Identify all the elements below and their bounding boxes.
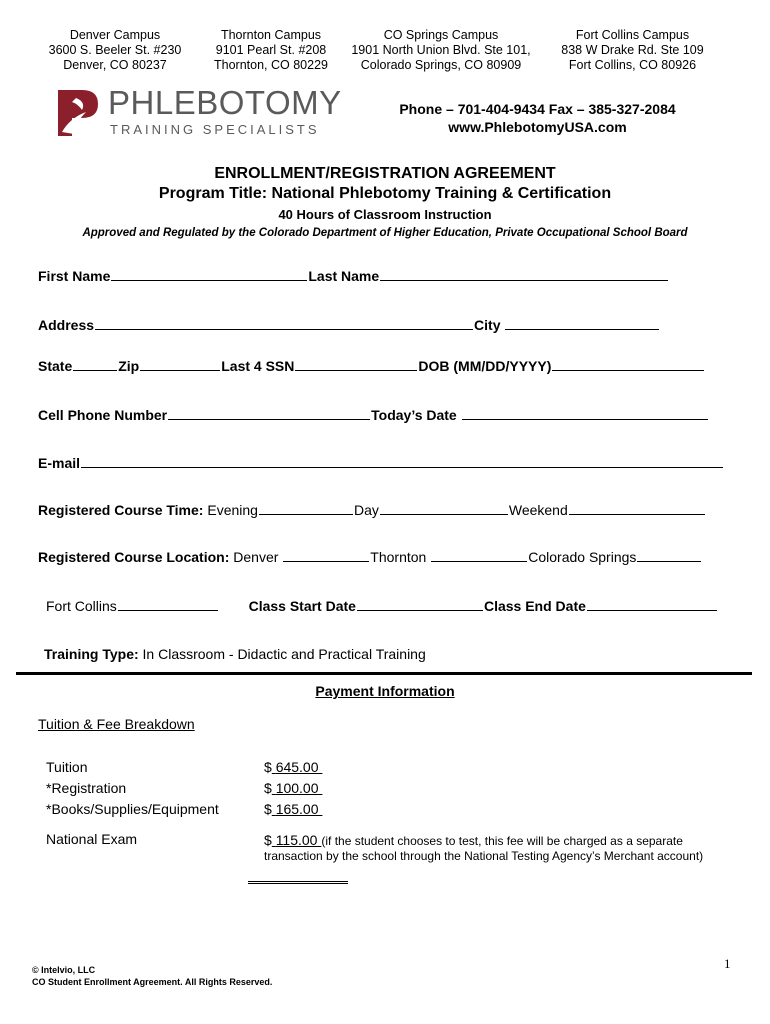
campus-street: 9101 Pearl St. #208: [215, 43, 327, 57]
state-label: State: [38, 358, 73, 374]
dates-row: [46, 598, 718, 614]
books-amount: [264, 801, 322, 817]
class-end-label: Class End Date: [483, 598, 586, 614]
contact-phone-fax: Phone – 701-404-9434 Fax – 385-327-2084: [399, 101, 676, 117]
payment-title: Payment Information: [315, 683, 455, 699]
address-field[interactable]: [95, 317, 473, 330]
exam-amount: 115.00: [275, 832, 318, 848]
contact-website[interactable]: www.PhlebotomyUSA.com: [448, 119, 627, 135]
ssn-field[interactable]: [295, 358, 417, 371]
campus-city: Denver, CO 80237: [63, 58, 167, 72]
program-title: Program Title: National Phlebotomy Training & Certification: [158, 185, 612, 202]
address-row: [38, 317, 660, 333]
tuition-label: Tuition: [46, 759, 88, 775]
national-exam-label: National Exam: [46, 831, 138, 847]
class-start-label: Class Start Date: [248, 598, 356, 614]
city-label: City: [474, 317, 501, 333]
weekend-field[interactable]: [569, 502, 705, 515]
dob-field[interactable]: [552, 358, 704, 371]
dob-label: DOB (MM/DD/YYYY): [418, 358, 552, 374]
campus-thornton: [205, 28, 337, 73]
exam-currency: $: [264, 832, 272, 848]
training-type-row: [44, 646, 426, 662]
zip-field[interactable]: [140, 358, 220, 371]
city-field[interactable]: [505, 317, 659, 330]
first-name-label: First Name: [38, 268, 111, 284]
last-name-label: Last Name: [308, 268, 380, 284]
denver-field[interactable]: [283, 549, 369, 562]
currency-symbol: $: [264, 759, 272, 775]
course-time-label: Registered Course Time:: [38, 502, 204, 518]
section-divider: [16, 672, 752, 675]
last-name-field[interactable]: [380, 268, 668, 281]
email-label: E-mail: [38, 455, 81, 471]
footer-rights: CO Student Enrollment Agreement. All Rights Reserved.: [32, 977, 273, 987]
phone-row: [38, 407, 709, 423]
day-field[interactable]: [380, 502, 508, 515]
logo-mark-icon: [52, 88, 104, 138]
campus-name: Thornton Campus: [220, 28, 322, 42]
books-value: 165.00: [275, 801, 319, 817]
email-field[interactable]: [81, 455, 723, 468]
thornton-field[interactable]: [431, 549, 527, 562]
first-name-field[interactable]: [111, 268, 307, 281]
fort-collins-field[interactable]: [118, 598, 218, 611]
training-type-value: In Classroom - Didactic and Practical Training: [142, 646, 426, 662]
campus-street: 838 W Drake Rd. Ste 109: [561, 43, 704, 57]
co-springs-label: Colorado Springs: [528, 549, 637, 565]
campus-street: 3600 S. Beeler St. #230: [48, 43, 182, 57]
campus-name: Denver Campus: [69, 28, 161, 42]
campus-name: Fort Collins Campus: [575, 28, 690, 42]
campus-city: Thornton, CO 80229: [214, 58, 328, 72]
books-label: *Books/Supplies/Equipment: [46, 801, 219, 817]
exam-amount-note: [264, 833, 724, 864]
total-double-rule: [248, 881, 348, 884]
registration-value: 100.00: [275, 780, 319, 796]
campus-street: 1901 North Union Blvd. Ste 101,: [351, 43, 531, 57]
campus-denver: [44, 28, 186, 73]
class-end-field[interactable]: [587, 598, 717, 611]
course-time-row: [38, 502, 706, 518]
zip-label: Zip: [118, 358, 140, 374]
fee-breakdown-heading: Tuition & Fee Breakdown: [38, 716, 195, 732]
weekend-label: Weekend: [508, 502, 568, 518]
campus-fort-collins: [555, 28, 710, 73]
todays-date-field[interactable]: [462, 407, 708, 420]
footer-copyright: © Intelvio, LLC: [32, 965, 96, 975]
campus-city: Colorado Springs, CO 80909: [360, 58, 522, 72]
training-type-label: Training Type:: [44, 646, 139, 662]
class-start-field[interactable]: [357, 598, 483, 611]
tuition-amount: [264, 759, 322, 775]
campus-name: CO Springs Campus: [383, 28, 499, 42]
registration-label: *Registration: [46, 780, 127, 796]
thornton-label: Thornton: [370, 549, 427, 565]
registration-amount: [264, 780, 322, 796]
logo-text: PHLEBOTOMY: [108, 84, 342, 121]
denver-label: Denver: [233, 549, 279, 565]
campus-co-springs: [345, 28, 537, 73]
currency-symbol: $: [264, 780, 272, 796]
cell-phone-label: Cell Phone Number: [38, 407, 168, 423]
todays-date-label: Today’s Date: [371, 407, 457, 423]
cell-phone-field[interactable]: [168, 407, 370, 420]
exam-note: (if the student chooses to test, this fee will be charged as a separate transaction by the school through the National Testing Agency’s Merchant account): [264, 834, 704, 863]
logo-subtitle: TRAINING SPECIALISTS: [110, 122, 320, 137]
email-row: [38, 455, 724, 471]
tuition-value: 645.00: [275, 759, 319, 775]
state-field[interactable]: [73, 358, 117, 371]
name-row: [38, 268, 669, 284]
evening-field[interactable]: [259, 502, 353, 515]
campus-city: Fort Collins, CO 80926: [568, 58, 697, 72]
currency-symbol: $: [264, 801, 272, 817]
agreement-title: ENROLLMENT/REGISTRATION AGREEMENT: [214, 165, 556, 182]
course-location-row: [38, 549, 702, 565]
page-number: 1: [724, 956, 731, 971]
course-location-label: Registered Course Location:: [38, 549, 230, 565]
approval-note: Approved and Regulated by the Colorado Department of Higher Education, Private Occupational School Board: [82, 227, 688, 239]
day-label: Day: [353, 502, 379, 518]
co-springs-field[interactable]: [637, 549, 701, 562]
address-label: Address: [38, 317, 95, 333]
state-row: [38, 358, 705, 374]
evening-label: Evening: [207, 502, 258, 518]
hours-note: 40 Hours of Classroom Instruction: [278, 207, 492, 222]
ssn-label: Last 4 SSN: [221, 358, 295, 374]
fort-collins-label: Fort Collins: [46, 598, 117, 614]
